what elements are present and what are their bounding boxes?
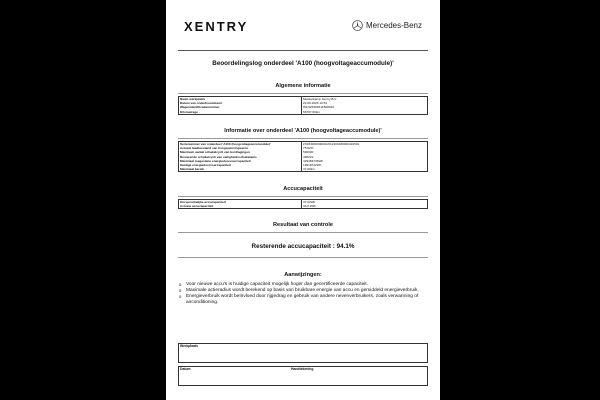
mercedes-benz-label: Mercedes-Benz: [365, 21, 422, 30]
result-title: Resultaat van controle: [273, 222, 333, 228]
row-label: Naam werkplaats: [179, 97, 302, 102]
date-label: Datum: [180, 367, 191, 371]
row-value: 37.0kWh: [303, 200, 316, 204]
document-header: [184, 19, 422, 33]
row-label: Actuele laadtoestand van hoogspanningsaccu: [179, 146, 302, 150]
mercedes-star-icon: [352, 20, 363, 31]
mercedes-brand: [352, 20, 422, 31]
row-value: 22.09.2026 10:51: [303, 101, 328, 106]
table-row: [179, 204, 428, 209]
workshop-label: Werkplaats: [180, 344, 199, 348]
document-page: [166, 0, 440, 400]
row-value: 75.62%: [303, 146, 314, 151]
row-label: Wagenidentificatienummer: [179, 105, 302, 109]
header-divider: [178, 50, 428, 51]
row-value: 500000: [303, 150, 314, 155]
general-info-table: [178, 96, 428, 115]
signature-label: Handtekening: [291, 367, 314, 371]
notes-list: [178, 282, 426, 306]
component-info-title: Informatie over onderdeel 'A100 (hoogvoltageaccumodule)': [224, 128, 382, 134]
row-value: 496222: [303, 154, 314, 159]
xentry-logo: XENTRY: [184, 19, 249, 34]
note-item: o Maximale actieradius wordt berekend op basis van bruikbare energie van accu en gemiddeld energieverbruik.: [178, 288, 426, 294]
row-label: Maximaal bereik: [179, 167, 302, 172]
row-value: 429456736Wh: [303, 158, 324, 163]
component-divider: [178, 138, 428, 139]
general-divider: [178, 93, 428, 94]
remaining-capacity-result: Resterende accucapaciteit : 94.1%: [251, 243, 355, 250]
row-value: 2X034000000001/012100180000416501: [303, 142, 360, 146]
row-value: 56707.00km: [303, 109, 321, 114]
row-label: Resterende schakelcycli van veiligheidsschakelaars: [179, 155, 302, 159]
document-title: Beoordelingslog onderdeel 'A100 (hoogvoltageaccumodule)': [212, 60, 394, 67]
capacity-title: Accucapaciteit: [283, 186, 323, 192]
row-label: Actuele accucapaciteit: [179, 204, 302, 209]
signature-box: [178, 366, 428, 386]
row-label: Oorspronkelijke accucapaciteit: [179, 200, 302, 205]
result-divider: [178, 232, 428, 233]
table-row: [179, 167, 428, 172]
capacity-table: [178, 199, 428, 209]
row-label: Kilometrage: [179, 110, 302, 115]
row-value: Meisterkamp Xentry B.V.: [303, 97, 337, 101]
row-value: W1N2530451F508910: [303, 105, 335, 110]
row-value: 34.8 kWh: [303, 204, 317, 209]
row-value: 37.00km: [303, 167, 315, 172]
general-info-title: Algemene informatie: [275, 83, 331, 89]
component-info-table: [178, 141, 428, 172]
result-bottom-divider: [178, 257, 428, 258]
row-label: Maximaal toegestane energiedoorvoercapaciteit: [179, 159, 302, 163]
row-label: Datum van onderhoudsbeurt: [179, 101, 302, 105]
workshop-box: [178, 343, 428, 363]
row-label: Serienummer van onderdeel 'A100 (hoogvoltageaccumodule)': [179, 142, 302, 147]
note-item: o Energieverbruik wordt beïnvloed door rijgedrag en gebruik van andere nevenverbruikers, zoals verwarming of airconditioning.: [178, 294, 426, 306]
table-row: [179, 110, 428, 115]
row-label: Maximum aantal schakelcycli van bordlagingen: [179, 150, 302, 154]
note-item: o Voor nieuwe accu's is huidige capaciteit mogelijk hoger dan gecertificeerde capaciteit.: [178, 282, 426, 288]
row-value: 19918722Wh: [303, 163, 322, 168]
capacity-divider: [178, 196, 428, 197]
row-label: Huidige energiedoorvoercapaciteit: [179, 163, 302, 167]
notes-title: Aanwijzingen:: [284, 272, 322, 278]
